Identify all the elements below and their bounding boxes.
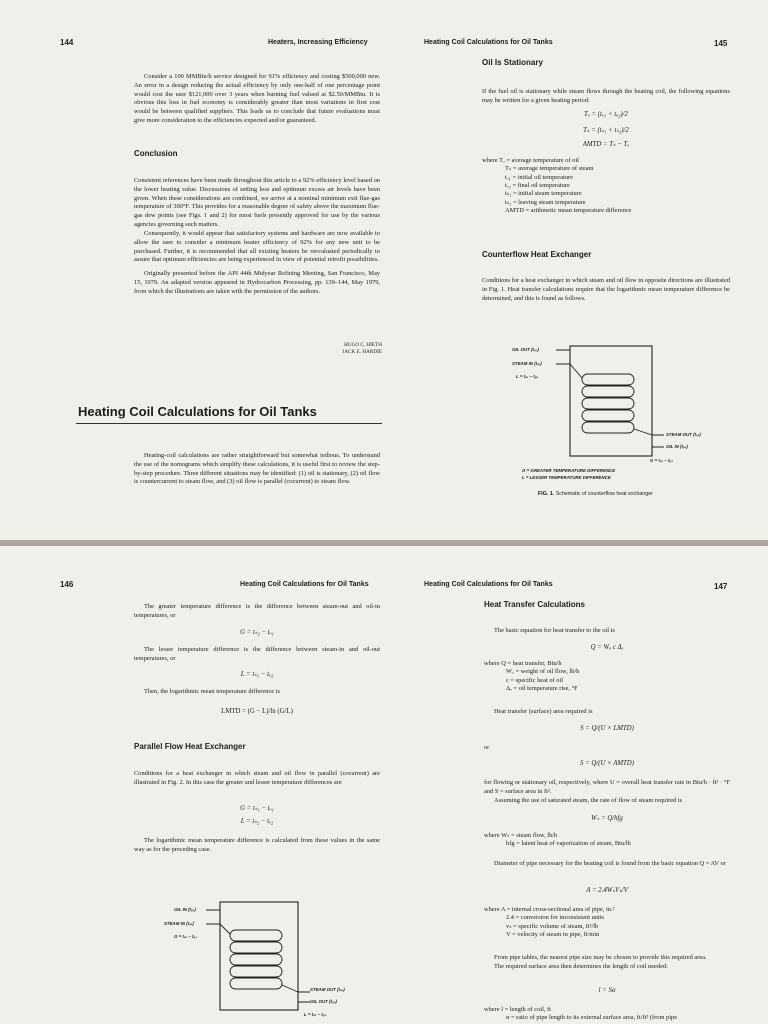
article-title: Heating Coil Calculations for Oil Tanks — [78, 404, 317, 419]
legend-lesser: L = LESSER TEMPERATURE DIFFERENCE — [522, 475, 611, 480]
page-number: 146 — [60, 580, 74, 589]
equation-g: G = tₛ₂ − tₒ₁ — [240, 629, 274, 636]
saturated-steam-text: Assuming the use of saturated steam, the rate of flow of steam required is — [494, 796, 683, 804]
definition-item: where Wₛ = steam flow, lb/h — [484, 832, 558, 839]
label-steam-out: STEAM OUT (tₛ₂) — [666, 432, 701, 437]
where-list-4 — [484, 1006, 730, 1023]
definition-item: tₒ₂ = final oil temperature — [505, 181, 570, 189]
running-head: Heating Coil Calculations for Oil Tanks — [240, 581, 369, 588]
figure-1-number: FIG. 1. — [538, 491, 555, 497]
surface-area-length-text: The required surface area then determines the length of coil needed: — [494, 962, 668, 970]
page-145 — [398, 0, 768, 540]
running-head: Heaters, Increasing Efficiency — [268, 39, 368, 46]
label-oil-out: OIL OUT (tₒ₂) — [310, 999, 337, 1004]
paragraph-surface-area: Heat transfer (surface) area required is — [494, 708, 593, 715]
figure-1-counterflow — [508, 340, 738, 490]
or-text: or — [484, 744, 490, 751]
page-number: 144 — [60, 38, 74, 47]
counterflow-text: Conditions for a heat exchanger in which steam and oil flow in opposite directions are illustrated in Fig. 1. Heat transfer calculations require that the logarithmic mean temperature difference be determined, and this is found as follows. — [482, 277, 730, 302]
figure-2-parallel — [160, 894, 360, 1022]
definition-item: α = ratio of pipe length to its external surface area, ft/ft² (from pipe — [506, 1014, 678, 1022]
definition-item: Tₛ = average temperature of steam — [505, 165, 594, 173]
equation-steam-avg: Tₛ = (tₛ₁ + tₛ₂)/2 — [583, 127, 629, 134]
credit-paragraph: Originally presented before the API 44th Midyear Refining Meeting, San Francisco, May 15, 1979. An adapted version appeared in Hydrocarbon Processing, pp. 139–144, May 1979, from which the illustrations are taken with the permission of the authors. — [134, 270, 380, 295]
definition-item: tₛ₁ = initial steam temperature — [505, 190, 582, 198]
author-signature — [260, 342, 382, 357]
label-g: G = tₛ₁ − tₒ₂ — [650, 458, 674, 463]
title-rule — [76, 423, 382, 424]
page-144 — [0, 0, 398, 540]
definition-item: hfg = latent heat of vaporization of steam, Btu/lb — [506, 840, 631, 848]
running-head: Heating Coil Calculations for Oil Tanks — [424, 39, 553, 46]
figure-1-caption-text: Schematic of counterflow heat exchanger — [555, 491, 653, 497]
heading-counterflow: Counterflow Heat Exchanger — [482, 250, 592, 259]
paragraph-lmtd: Then, the logarithmic mean temperature difference is — [144, 688, 280, 695]
definition-item: Wₒ = weight of oil flow, lb/h — [506, 668, 580, 676]
equation-oil-avg: Tₒ = (tₒ₁ + tₒ₂)/2 — [584, 111, 628, 118]
where-list-2 — [484, 832, 730, 849]
equation-amtd: AMTD = Tₛ − Tₒ — [582, 141, 630, 148]
heading-parallel: Parallel Flow Heat Exchanger — [134, 742, 246, 751]
paragraph-diameter: Diameter of pipe necessary for the heating coil is found from the basic equation Q = AV or — [494, 860, 726, 867]
equation-a: A = 2.4WₛVₛ/V — [586, 887, 628, 894]
paragraph-respectively — [484, 779, 730, 805]
label-g: G = tₛ₁ − tₒ₁ — [174, 934, 197, 939]
definition-item: Δₒ = oil temperature rise, °F — [506, 684, 578, 692]
equation-l2: L = tₛ₂ − tₒ₂ — [240, 818, 274, 825]
paragraph-pipe-tables — [484, 954, 730, 972]
equation-l: L = tₛ₁ − tₒ₂ — [240, 671, 274, 678]
heading-oil-stationary: Oil Is Stationary — [482, 58, 543, 67]
label-steam-in: STEAM IN (tₛ₁) — [512, 361, 542, 366]
definition-item: c = specific heat of oil — [506, 676, 564, 684]
definition-item: where Q = heat transfer, Btu/h — [484, 660, 562, 667]
label-steam-in: STEAM IN (tₛ₁) — [164, 921, 194, 926]
definition-item: where A = internal cross-sectional area of pipe, in.² — [484, 906, 615, 913]
heading-heat-transfer: Heat Transfer Calculations — [484, 600, 585, 609]
definition-item: 2.4 = conversion for inconsistent units — [506, 914, 605, 922]
article-intro: Heating-coil calculations are rather straightforward but somewhat tedious. To understand the use of the nomograms which simplify these calculations, it is useful first to review the step-by-step procedure. Three different situations may be identified: (1) oil is stationary, (2) oil flow is countercurrent to steam flow, and (3) oil flow is parallel (cocurrent) to steam flow. — [134, 452, 380, 486]
equation-ws: Wₛ = Q/hfg — [591, 815, 623, 822]
equation-length: l = Sα — [598, 987, 616, 994]
parallel-text: Conditions for a heat exchanger in which steam and oil flow in parallel (cocurrent) are illustrated in Fig. 2. In this case the greater and lesser temperature differences are — [134, 770, 380, 786]
definitions-list — [482, 157, 730, 215]
label-l-top: L = tₛ₂ − tₒ₁ — [516, 374, 539, 379]
author-2: JACK E. HARDIE — [342, 349, 382, 356]
author-1: HUGO C. HIETH — [344, 342, 382, 348]
figure-1-caption — [538, 491, 653, 497]
conclusion-heading: Conclusion — [134, 149, 178, 158]
label-steam-out: STEAM OUT (tₛ₂) — [310, 987, 345, 992]
definition-item: tₛ₂ = leaving steam temperature — [505, 198, 586, 206]
equation-s1: S = Q/(U × LMTD) — [580, 725, 634, 732]
label-oil-in: OIL IN (tₒ₁) — [174, 907, 196, 912]
page-number: 145 — [714, 39, 728, 48]
definition-item: vₛ = specific volume of steam, ft³/lb — [506, 922, 599, 930]
definition-item: tₒ₁ = initial oil temperature — [505, 173, 574, 181]
respectively-text: for flowing or stationary oil, respectively, where U = overall heat transfer rate in Btu/h · ft² · °F and S = surface area in ft². — [484, 779, 730, 795]
page-146 — [0, 546, 398, 1024]
running-head: Heating Coil Calculations for Oil Tanks — [424, 581, 553, 588]
conclusion-paragraph-2: Consequently, it would appear that satisfactory systems and hardware are now available to allow the user to consider a minimum heater efficiency of 92% for any new unit to be purchased. Further, it is recommended that all existing heaters be reevaluated periodically to assure that optimum efficiencies are being experienced in view of potential retrofit possibilities. — [134, 229, 380, 264]
definition-item: AMTD = arithmetic mean temperature difference — [505, 206, 632, 214]
paragraph-greater: The greater temperature difference is the difference between steam-out and oil-in temperatures, or — [134, 603, 380, 619]
equation-q: Q = Wₒ c Δₒ — [590, 644, 624, 651]
conclusion-body — [134, 177, 380, 297]
equation-s2: S = Q/(U × AMTD) — [580, 760, 634, 767]
paragraph-same-way: The logarithmic mean temperature difference is calculated from these values in the same way as for the preceding case. — [134, 837, 380, 853]
label-l: L = tₛ₂ − tₒ₂ — [304, 1012, 327, 1017]
label-oil-in: OIL IN (tₒ₁) — [666, 444, 688, 449]
page-number: 147 — [714, 582, 728, 591]
equation-lmtd: LMTD = (G − L)/ln (G/L) — [221, 708, 293, 715]
conclusion-paragraph-1: Consistent references have been made throughout this article to a 92% efficiency level based on the lower heating value. Discussions of setting loss and optimum excess air levels have been given. When these considerations are combined, we arrive at a nominal minimum exit flue-gas temperature of 300°F. This provides for a reasonable degree of safety above the maximum flue-gas dew points (see Figs. 1 and 2) for most fuels presently approved for use by the various agencies governing such matters. — [134, 177, 380, 229]
definition-item: where Tₒ = average temperature of oil — [482, 157, 579, 164]
legend-greater: G = GREATER TEMPERATURE DIFFERENCE — [522, 468, 616, 473]
where-list-1 — [484, 660, 730, 693]
paragraph-lesser: The lesser temperature difference is the difference between steam-in and oil-out temperatures, or — [134, 646, 380, 662]
label-oil-out: OIL OUT (tₒ₂) — [512, 347, 539, 352]
intro-paragraph: Consider a 100 MMBtu/h service designed for 91% efficiency and costing $500,000 new. An error in a design reducing the actual efficiency by only one-half of one percentage point would cost the user $121,000 over 3 years when burning fuel valued at $2.50/MMBtu. It is obvious this loss in fuel economy is considerably greater than most variations in first cost would be between qualified suppliers. This leads us to conclude that future evaluations must give more consideration to the efficiencies expected and/or guaranteed. — [134, 73, 380, 125]
definition-item: where l = length of coil, ft — [484, 1006, 551, 1013]
paragraph-basic-equation: The basic equation for heat transfer to the oil is — [494, 627, 615, 634]
page-147 — [398, 546, 768, 1024]
equation-g2: G = tₛ₁ − tₒ₁ — [240, 805, 274, 812]
stationary-text: If the fuel oil is stationary while steam flows through the heating coil, the following equations may be written for a given heating period: — [482, 88, 730, 104]
definition-item: V = velocity of steam in pipe, ft/min — [506, 930, 600, 938]
pipe-tables-text: From pipe tables, the nearest pipe size may be chosen to provide this required area. — [494, 954, 707, 961]
where-list-3 — [484, 906, 730, 939]
